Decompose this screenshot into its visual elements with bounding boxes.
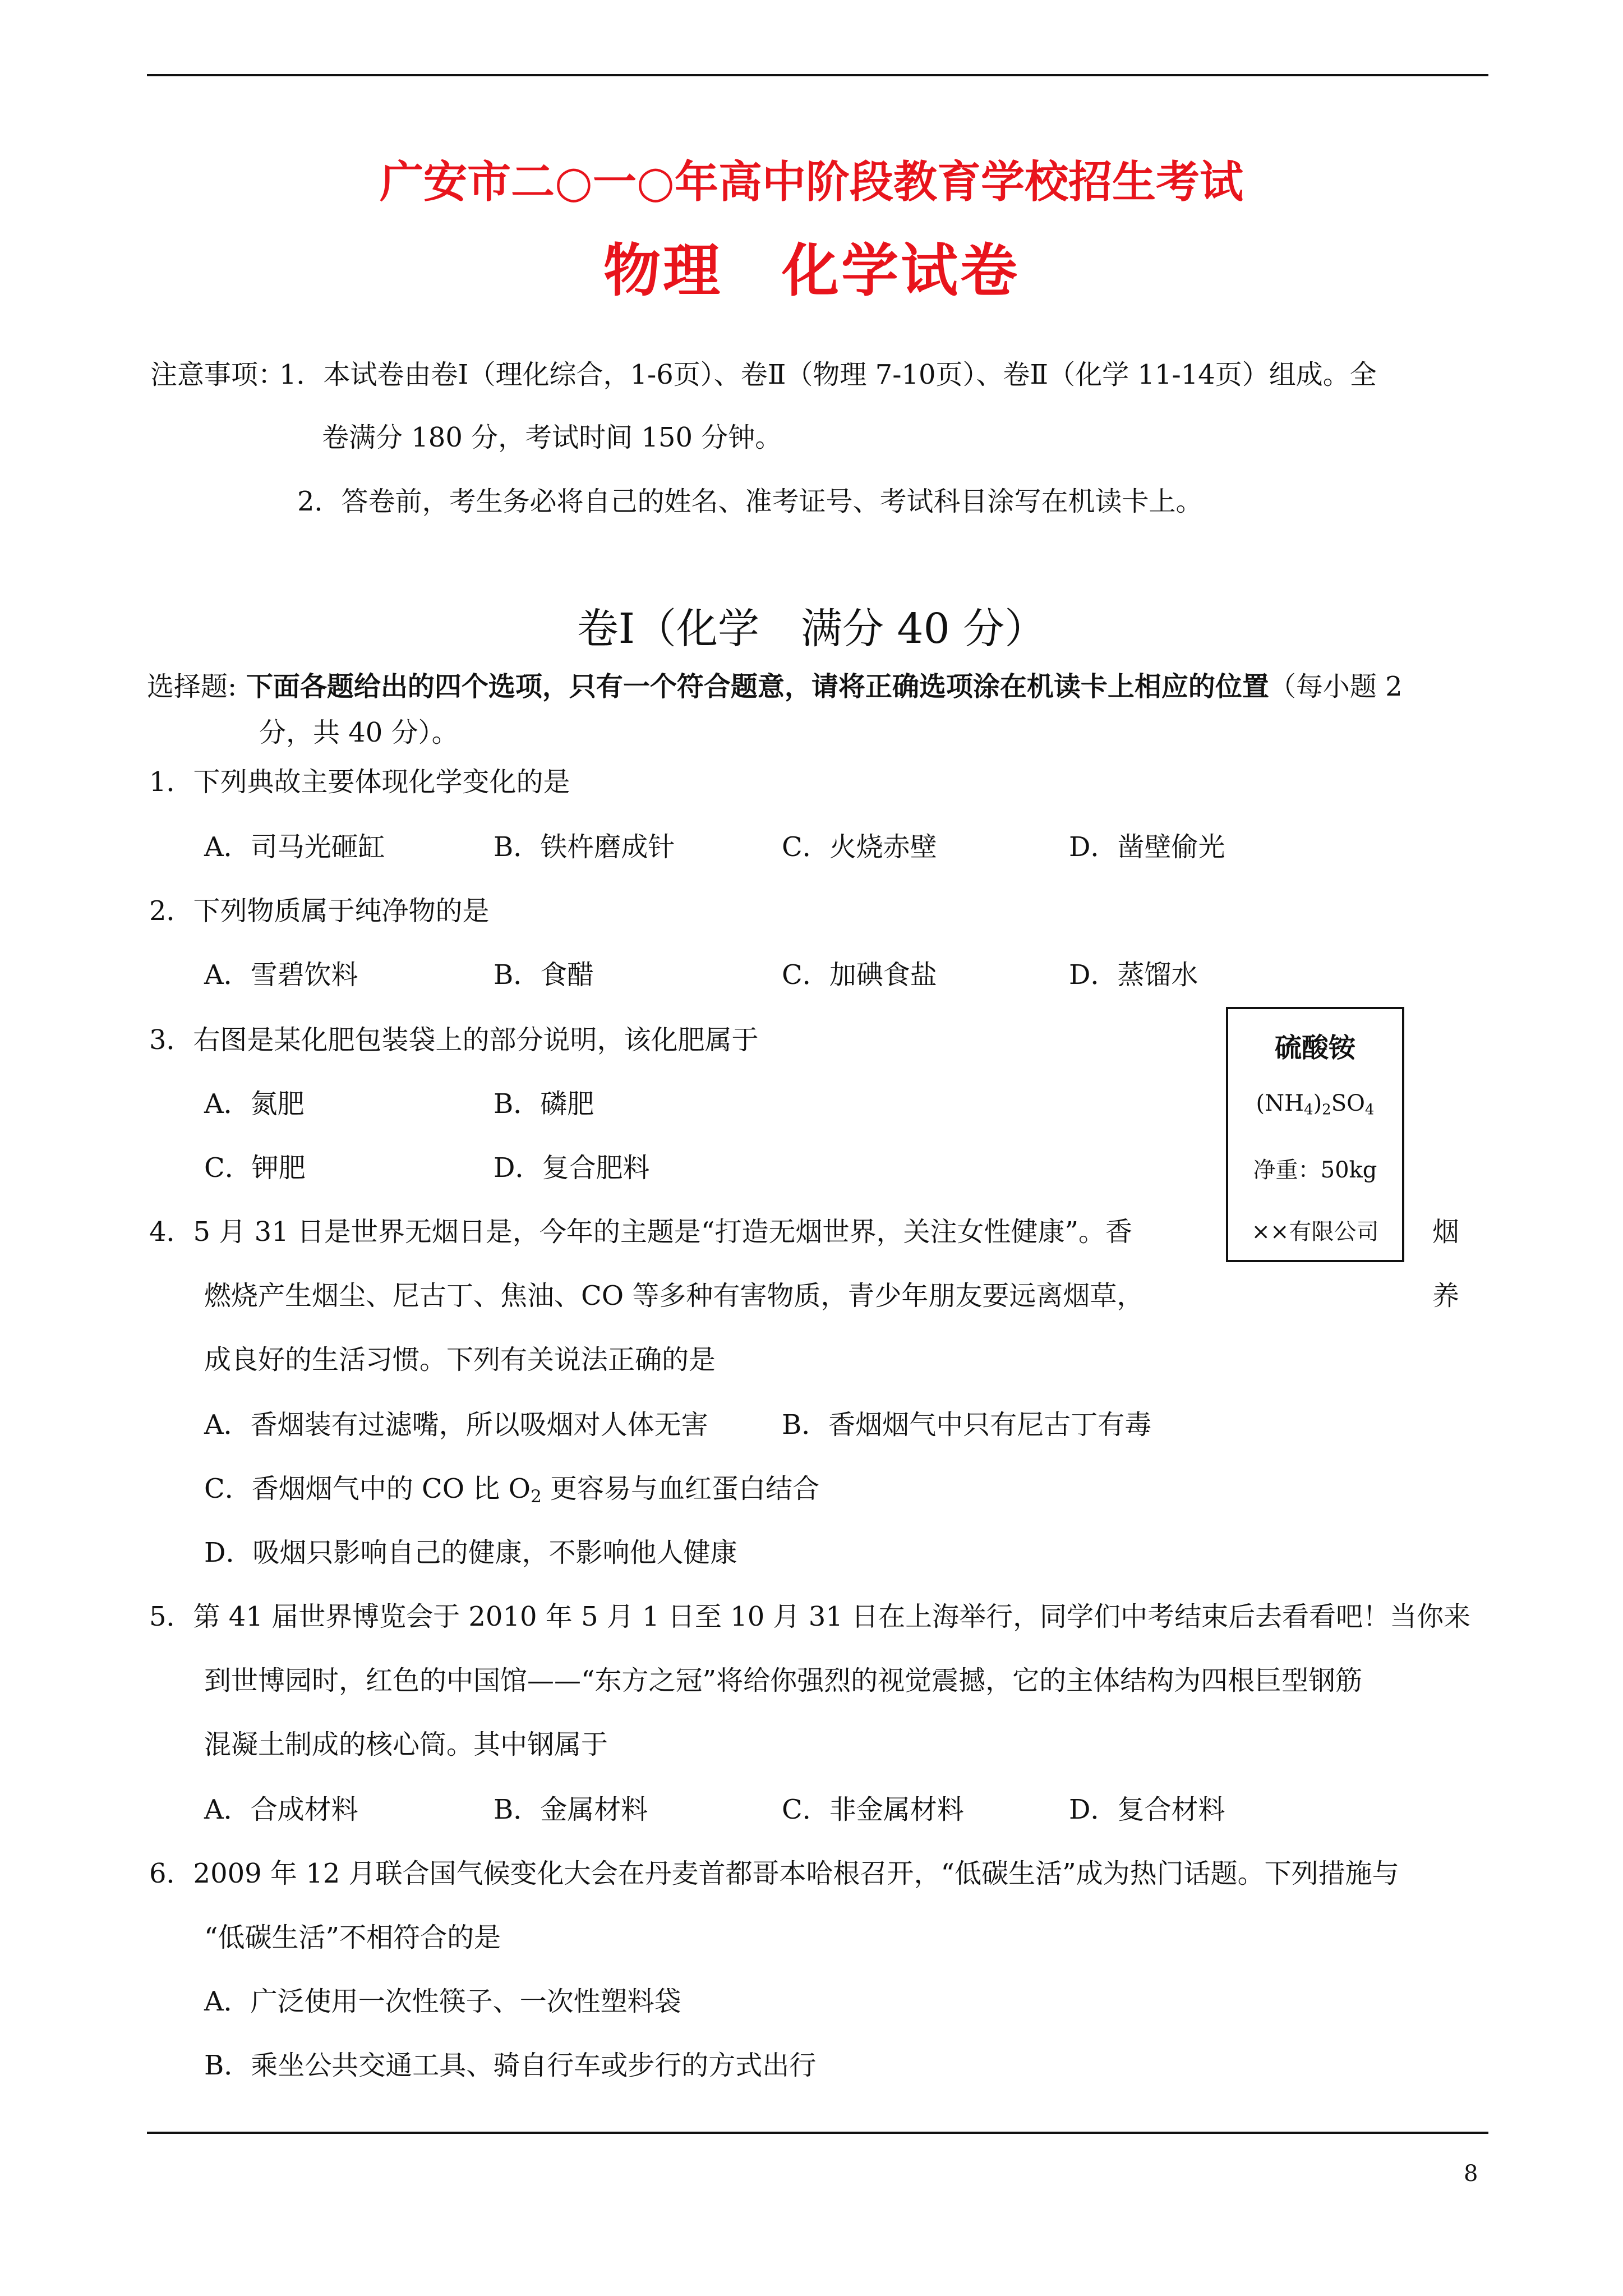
instructions-line1 <box>147 671 1403 702</box>
q5-line3: 混凝土制成的核心筒。其中钢属于 <box>204 1729 608 1760</box>
instructions-line2: 分，共 40 分）。 <box>259 717 459 748</box>
q3-option-b: B．磷肥 <box>494 1088 594 1120</box>
q5-option-a: A．合成材料 <box>204 1794 358 1825</box>
q6-line2: “低碳生活”不相符合的是 <box>204 1922 501 1953</box>
q2-option-a: A．雪碧饮料 <box>204 959 358 991</box>
page-number: 8 <box>1464 2161 1478 2187</box>
paper-title: 物理 化学试卷 <box>603 237 1020 305</box>
q4-line1: 4．5 月 31 日是世界无烟日是，今年的主题是“打造无烟世界，关注女性健康”。香 <box>149 1216 1133 1248</box>
q1-option-a: A．司马光砸缸 <box>204 831 385 863</box>
q6-line1: 6．2009 年 12 月联合国气候变化大会在丹麦首都哥本哈根召开，“低碳生活”成为热门话题。下列措施与 <box>149 1858 1399 1889</box>
q4-line3: 成良好的生活习惯。下列有关说法正确的是 <box>204 1344 716 1375</box>
note-1-line1: 1．本试卷由卷Ⅰ（理化综合，1-6页）、卷Ⅱ（物理 7-10页）、卷Ⅱ（化学 11-14页）组成。全 <box>279 359 1377 390</box>
q1-option-b: B．铁杵磨成针 <box>494 831 675 863</box>
q3-option-c: C．钾肥 <box>204 1152 306 1184</box>
q3-option-a: A．氮肥 <box>204 1088 305 1120</box>
instructions-label: 选择题: <box>147 671 237 702</box>
q1-option-c: C．火烧赤壁 <box>782 831 937 863</box>
q2-option-c: C．加碘食盐 <box>782 959 937 991</box>
q4-option-d: D．吸烟只影响自己的健康，不影响他人健康 <box>204 1537 737 1568</box>
q2-stem: 2．下列物质属于纯净物的是 <box>149 895 490 927</box>
section-title: 卷Ⅰ（化学 满分 40 分） <box>577 605 1046 653</box>
notes-label: 注意事项： <box>150 359 285 390</box>
q5-option-d: D．复合材料 <box>1069 1794 1225 1825</box>
q3-stem: 3．右图是某化肥包装袋上的部分说明，该化肥属于 <box>149 1024 759 1056</box>
label-net-weight: 净重：50kg <box>1253 1157 1377 1183</box>
q4-option-a: A．香烟装有过滤嘴，所以吸烟对人体无害 <box>204 1409 708 1441</box>
q2-option-b: B．食醋 <box>494 959 594 991</box>
q4-line1-tail: 烟 <box>1432 1216 1460 1248</box>
q3-option-d: D．复合肥料 <box>494 1152 650 1184</box>
q2-option-d: D．蒸馏水 <box>1069 959 1198 991</box>
q6-option-a: A．广泛使用一次性筷子、一次性塑料袋 <box>204 1986 681 2017</box>
label-company: ××有限公司 <box>1251 1219 1379 1245</box>
q5-option-b: B．金属材料 <box>494 1794 648 1825</box>
q1-option-d: D．凿壁偷光 <box>1069 831 1225 863</box>
q5-line1: 5．第 41 届世界博览会于 2010 年 5 月 1 日至 10 月 31 日在上海举行，同学们中考结束后去看看吧！当你来 <box>149 1601 1471 1632</box>
q1-stem: 1．下列典故主要体现化学变化的是 <box>149 766 570 798</box>
label-product-name: 硫酸铵 <box>1274 1032 1355 1064</box>
q5-line2: 到世博园时，红色的中国馆——“东方之冠”将给你强烈的视觉震撼，它的主体结构为四根巨型钢筋 <box>204 1665 1363 1696</box>
q4-line2-tail: 养 <box>1432 1280 1460 1312</box>
q4-option-b: B．香烟烟气中只有尼古丁有毒 <box>782 1409 1152 1441</box>
q5-option-c: C．非金属材料 <box>782 1794 964 1825</box>
top-rule <box>147 74 1488 76</box>
instructions-tail: （每小题 2 <box>1269 671 1403 702</box>
note-1-line2: 卷满分 180 分，考试时间 150 分钟。 <box>322 422 782 453</box>
note-2: 2．答卷前，考生务必将自己的姓名、准考证号、考试科目涂写在机读卡上。 <box>297 486 1203 517</box>
q4-option-c: C．香烟烟气中的 CO 比 $O_2$ 更容易与血红蛋白结合 <box>204 1473 820 1507</box>
fertilizer-label-box <box>1226 1007 1404 1262</box>
instructions-bold: 下面各题给出的四个选项，只有一个符合题意，请将正确选项涂在机读卡上相应的位置 <box>237 671 1269 702</box>
exam-title: 广安市二○一○年高中阶段教育学校招生考试 <box>379 157 1244 208</box>
q6-option-b: B．乘坐公共交通工具、骑自行车或步行的方式出行 <box>204 2050 817 2081</box>
label-formula: $(NH_4)_2SO_4$ <box>1256 1091 1375 1119</box>
bottom-rule <box>147 2132 1488 2134</box>
q4-line2: 燃烧产生烟尘、尼古丁、焦油、CO 等多种有害物质，青少年朋友要远离烟草， <box>204 1280 1144 1312</box>
